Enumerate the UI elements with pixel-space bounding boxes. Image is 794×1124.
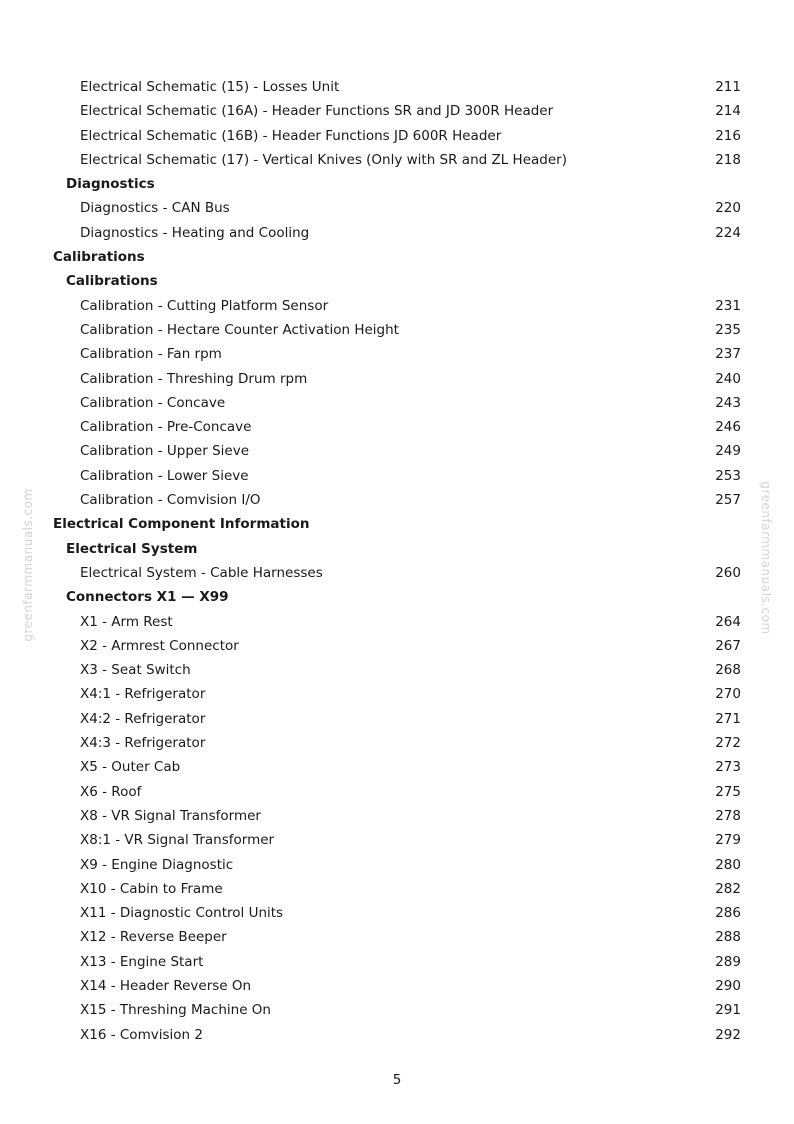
toc-entry[interactable]	[0, 780, 794, 804]
toc-entry[interactable]	[0, 75, 794, 99]
toc-entry[interactable]	[0, 950, 794, 974]
toc-entry[interactable]	[0, 804, 794, 828]
toc-entry-title: Calibration - Lower Sieve	[80, 467, 249, 484]
toc-entry-page: 257	[715, 492, 741, 509]
toc-section-heading[interactable]	[0, 512, 794, 536]
toc-entry-page: 231	[715, 297, 741, 314]
toc-entry-page: 280	[715, 856, 741, 873]
toc-entry-page: 260	[715, 564, 741, 581]
toc-entry-title: X4:1 - Refrigerator	[80, 686, 206, 703]
toc-entry-title: X13 - Engine Start	[80, 953, 204, 970]
toc-entry[interactable]	[0, 415, 794, 439]
toc-entry[interactable]	[0, 877, 794, 901]
toc-entry-page: 264	[715, 613, 741, 630]
toc-entry[interactable]	[0, 998, 794, 1022]
toc-entry-page: 214	[715, 103, 741, 120]
toc-entry-page: 249	[715, 443, 741, 460]
toc-entry-page: 291	[715, 1002, 741, 1019]
toc-entry-title: Calibrations	[66, 273, 158, 290]
toc-entry-title: Calibration - Comvision I/O	[80, 492, 261, 509]
toc-entry[interactable]	[0, 439, 794, 463]
toc-entry[interactable]	[0, 925, 794, 949]
toc-entry-page: 290	[715, 977, 741, 994]
toc-entry[interactable]	[0, 658, 794, 682]
toc-entry-title: Calibration - Concave	[80, 394, 226, 411]
toc-entry-title: Electrical Schematic (16B) - Header Functions JD 600R Header	[80, 127, 502, 144]
toc-entry-title: X12 - Reverse Beeper	[80, 929, 227, 946]
toc-entry[interactable]	[0, 99, 794, 123]
toc-entry[interactable]	[0, 610, 794, 634]
toc-entry-page: 268	[715, 662, 741, 679]
toc-entry-page: 286	[715, 905, 741, 922]
table-of-contents	[0, 75, 794, 1047]
toc-entry-title: X9 - Engine Diagnostic	[80, 856, 234, 873]
toc-entry-title: X10 - Cabin to Frame	[80, 880, 223, 897]
toc-entry-title: X8:1 - VR Signal Transformer	[80, 832, 275, 849]
toc-entry[interactable]	[0, 901, 794, 925]
toc-entry-title: Electrical Component Information	[53, 516, 310, 533]
toc-entry-title: X11 - Diagnostic Control Units	[80, 905, 284, 922]
toc-entry[interactable]	[0, 196, 794, 220]
toc-entry-title: Calibration - Pre-Concave	[80, 419, 252, 436]
toc-entry[interactable]	[0, 853, 794, 877]
toc-entry-page: 275	[715, 783, 741, 800]
toc-entry-page: 211	[715, 79, 741, 95]
toc-entry-title: X4:3 - Refrigerator	[80, 735, 206, 752]
toc-entry-title: Diagnostics - CAN Bus	[80, 200, 230, 217]
toc-entry-title: X6 - Roof	[80, 783, 142, 800]
toc-entry[interactable]	[0, 367, 794, 391]
toc-entry-title: X2 - Armrest Connector	[80, 637, 239, 654]
toc-subsection-heading[interactable]	[0, 269, 794, 293]
toc-entry[interactable]	[0, 634, 794, 658]
toc-entry[interactable]	[0, 974, 794, 998]
toc-entry-page: 253	[715, 467, 741, 484]
toc-section-heading[interactable]	[0, 245, 794, 269]
toc-entry-page: 237	[715, 346, 741, 363]
toc-entry-title: Calibration - Upper Sieve	[80, 443, 249, 460]
toc-entry-title: Calibration - Threshing Drum rpm	[80, 370, 308, 387]
toc-entry[interactable]	[0, 731, 794, 755]
toc-entry-page: 267	[715, 637, 741, 654]
toc-entry-page: 271	[715, 710, 741, 727]
watermark-right: greenfarmmanuals.com	[759, 481, 773, 635]
toc-entry-title: Electrical System	[66, 540, 198, 557]
toc-entry-page: 240	[715, 370, 741, 387]
toc-entry-title: X16 - Comvision 2	[80, 1026, 203, 1043]
toc-entry-page: 216	[715, 127, 741, 144]
toc-entry-title: Connectors X1 — X99	[66, 589, 229, 606]
toc-entry-title: X15 - Threshing Machine On	[80, 1002, 271, 1019]
toc-entry-page: 246	[715, 419, 741, 436]
toc-entry[interactable]	[0, 561, 794, 585]
toc-entry[interactable]	[0, 707, 794, 731]
toc-subsection-heading[interactable]	[0, 585, 794, 609]
toc-entry[interactable]	[0, 124, 794, 148]
toc-entry-title: Calibration - Fan rpm	[80, 346, 222, 363]
toc-subsection-heading[interactable]	[0, 537, 794, 561]
toc-entry-page: 279	[715, 832, 741, 849]
toc-entry-page: 292	[715, 1026, 741, 1043]
toc-entry[interactable]	[0, 755, 794, 779]
toc-entry-title: Diagnostics	[66, 176, 155, 193]
toc-entry-page: 289	[715, 953, 741, 970]
toc-entry[interactable]	[0, 464, 794, 488]
toc-entry-page: 224	[715, 224, 741, 241]
toc-entry-title: X4:2 - Refrigerator	[80, 710, 206, 727]
toc-entry-page: 278	[715, 807, 741, 824]
toc-subsection-heading[interactable]	[0, 172, 794, 196]
toc-entry-page: 273	[715, 759, 741, 776]
toc-entry[interactable]	[0, 828, 794, 852]
toc-entry-page: 282	[715, 880, 741, 897]
toc-entry[interactable]	[0, 148, 794, 172]
toc-entry-title: Electrical Schematic (17) - Vertical Knives (Only with SR and ZL Header)	[80, 151, 567, 168]
watermark-left: greenfarmmanuals.com	[21, 488, 35, 642]
toc-entry-title: Diagnostics - Heating and Cooling	[80, 224, 310, 241]
toc-entry-page: 272	[715, 735, 741, 752]
toc-entry-title: Calibration - Cutting Platform Sensor	[80, 297, 329, 314]
toc-entry-title: X14 - Header Reverse On	[80, 977, 252, 994]
toc-entry[interactable]	[0, 221, 794, 245]
toc-entry-page: 220	[715, 200, 741, 217]
toc-entry-page: 243	[715, 394, 741, 411]
toc-entry[interactable]	[0, 682, 794, 706]
toc-entry-title: Calibrations	[53, 249, 145, 266]
toc-entry[interactable]	[0, 488, 794, 512]
toc-entry[interactable]	[0, 342, 794, 366]
toc-entry-title: X8 - VR Signal Transformer	[80, 807, 261, 824]
toc-entry[interactable]	[0, 1023, 794, 1047]
toc-entry[interactable]	[0, 294, 794, 318]
toc-entry[interactable]	[0, 391, 794, 415]
toc-entry[interactable]	[0, 318, 794, 342]
toc-entry-page: 270	[715, 686, 741, 703]
toc-entry-page: 288	[715, 929, 741, 946]
toc-entry-page: 218	[715, 151, 741, 168]
toc-entry-title: Calibration - Hectare Counter Activation Height	[80, 321, 399, 338]
toc-entry-title: X3 - Seat Switch	[80, 662, 191, 679]
toc-entry-title: X1 - Arm Rest	[80, 613, 173, 630]
page-number: 5	[392, 1072, 402, 1088]
toc-entry-page: 235	[715, 321, 741, 338]
toc-entry-title: Electrical Schematic (16A) - Header Functions SR and JD 300R Header	[80, 103, 554, 120]
toc-entry-title: Electrical System - Cable Harnesses	[80, 564, 323, 581]
toc-entry-title: X5 - Outer Cab	[80, 759, 181, 776]
toc-entry-title: Electrical Schematic (15) - Losses Unit	[80, 79, 340, 95]
